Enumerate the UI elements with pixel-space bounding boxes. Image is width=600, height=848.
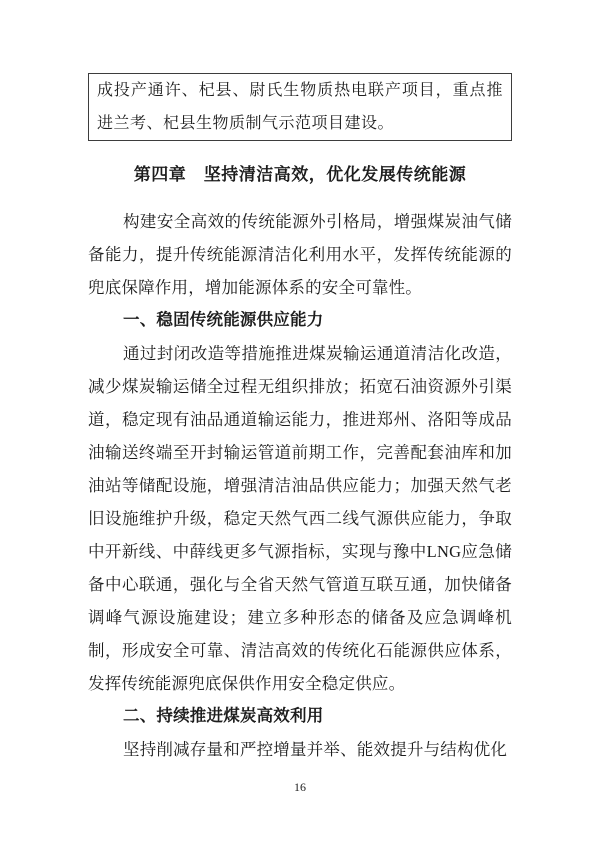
- callout-box: [88, 73, 512, 141]
- section-2-heading: 二、持续推进煤炭高效利用: [123, 707, 324, 725]
- intro-paragraph: 构建安全高效的传统能源外引格局，增强煤炭油气储备能力，提升传统能源清洁化利用水平，发挥传统能源的兜底保障作用，增加能源体系的安全可靠性。: [88, 212, 512, 297]
- page-content: [88, 0, 512, 766]
- section-1-heading: 一、稳固传统能源供应能力: [123, 311, 324, 329]
- section-2-paragraph: 坚持削减存量和严控增量并举、能效提升与结构优化: [123, 740, 508, 759]
- page-number: 16: [294, 780, 306, 794]
- section-1-paragraph: 通过封闭改造等措施推进煤炭输运通道清洁化改造，减少煤炭输运储全过程无组织排放；拓宽石油资源外引渠道，稳定现有油品通道输运能力，推进郑州、洛阳等成品油输送终端至开封输运管道前期工作，完善配套油库和加油站等储配设施，增强清洁油品供应能力；加强天然气老旧设施维护升级，稳定天然气西二线气源供应能力，争取中开新线、中薛线更多气源指标，实现与豫中LNG应急储备中心联通，强化与全省天然气管道互联互通，加快储备调峰气源设施建设；建立多种形态的储备及应急调峰机制，形成安全可靠、清洁高效的传统化石能源供应体系，发挥传统能源兜底保供作用安全稳定供应。: [88, 344, 512, 693]
- callout-box-text: 成投产通许、杞县、尉氏生物质热电联产项目，重点推进兰考、杞县生物质制气示范项目建设。: [97, 82, 503, 132]
- chapter-heading: 第四章 坚持清洁高效，优化发展传统能源: [133, 165, 467, 184]
